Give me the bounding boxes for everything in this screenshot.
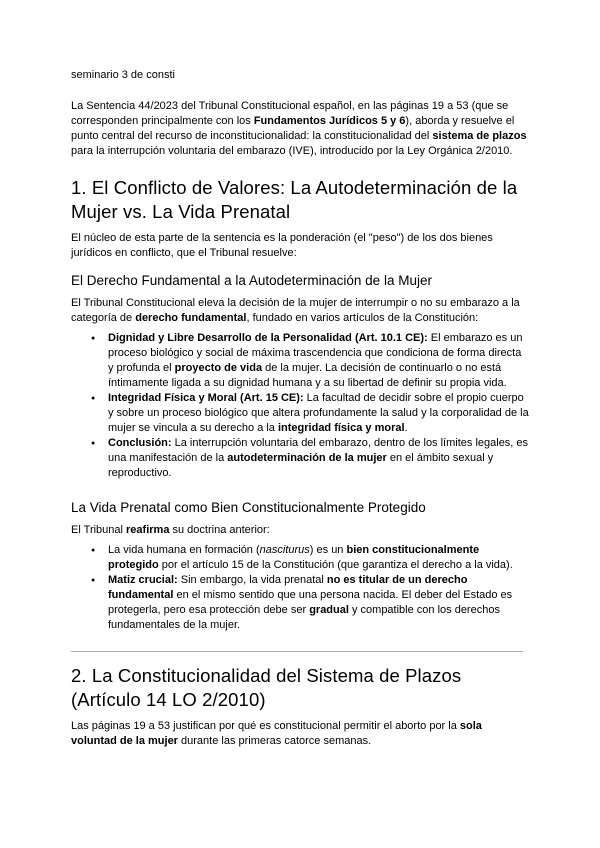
document-title: seminario 3 de consti [71,69,175,81]
item-bold: gradual [309,604,349,616]
section-2-paragraph [71,719,529,749]
sub2-bold-1: reafirma [126,524,170,536]
item-label: Conclusión: [108,437,172,449]
sub1-text-2: , fundado en varios artículos de la Constitución: [246,312,479,324]
intro-bold-1: Fundamentos Jurídicos 5 y 6 [253,115,406,127]
spacer [71,481,529,499]
list-item [108,543,529,573]
item-bold: bien constitucionalmente protegido [108,544,480,571]
item-text: en el ámbito sexual y reproductivo. [108,452,494,479]
intro-text-3: para la interrupción voluntaria del embarazo (IVE), introducido por la Ley Orgánica 2/2010. [71,145,513,157]
item-text: Sin embargo, la vida prenatal [177,574,327,586]
item-bold: no es titular de un derecho fundamental [108,574,468,601]
list-item [108,436,529,481]
item-text: La interrupción voluntaria del embarazo, dentro de los límites legales, es una manifestación de la [108,437,529,464]
subsection-2-list [71,543,529,633]
item-bold: autodeterminación de la mujer [227,452,387,464]
sub1-bold-1: derecho fundamental [135,312,247,324]
item-text: El embarazo es un proceso biológico y social de máxima trascendencia que condiciona de forma directa y profunda el [108,332,523,374]
item-text: . [404,422,408,434]
subsection-1-heading: El Derecho Fundamental a la Autodeterminación de la Mujer [71,273,432,288]
subsection-1-paragraph [71,296,529,326]
item-italic: nasciturus [259,544,310,556]
section-1-heading: 1. El Conflicto de Valores: La Autodeterminación de la Mujer vs. La Vida Prenatal [71,177,518,222]
sec2-bold-1: sola voluntad de la mujer [71,720,482,747]
sec2-text-1: Las páginas 19 a 53 justifican por qué es constitucional permitir el aborto por la [71,720,460,732]
item-text: y compatible con los derechos fundamentales de la mujer. [108,604,500,631]
sec2-text-2: durante las primeras catorce semanas. [177,735,372,747]
item-text: de la mujer. La decisión de continuarlo o no está íntimamente ligada a su dignidad humana y a su libertad de definir su propia vida. [108,362,507,389]
item-label: Integridad Física y Moral (Art. 15 CE): [108,392,304,404]
item-label: Matiz crucial: [108,574,178,586]
subsection-2-heading: La Vida Prenatal como Bien Constitucionalmente Protegido [71,500,426,515]
item-text: por el artículo 15 de la Constitución (que garantiza el derecho a la vida). [158,559,513,571]
list-item [108,331,529,391]
item-label: Dignidad y Libre Desarrollo de la Personalidad (Art. 10.1 CE): [108,332,428,344]
section-1-lead: El núcleo de esta parte de la sentencia es la ponderación (el "peso") de los dos bienes jurídicos en conflicto, que el Tribunal resuelve: [71,232,493,259]
intro-text-1: La Sentencia 44/2023 del Tribunal Constitucional español, en las páginas 19 a 53 (que se corresponden principalmente con los [71,100,509,127]
item-text: La facultad de decidir sobre el propio cuerpo y sobre un proceso biológico que altera profundamente la salud y la corporalidad de la mujer se vincula a su derecho a la [108,392,529,434]
item-bold: integridad física y moral [277,422,405,434]
intro-text-2: ), aborda y resuelve el punto central del recurso de inconstitucionalidad: la constitucionalidad del [71,115,515,142]
sub2-text-2: su doctrina anterior: [169,524,270,536]
item-text: ) es un [309,544,347,556]
subsection-1-list [71,331,529,481]
intro-paragraph [71,99,529,159]
item-bold: proyecto de vida [174,362,263,374]
sub2-text-1: El Tribunal [71,524,127,536]
intro-bold-2: sistema de plazos [432,130,527,142]
list-item [108,573,529,633]
section-2-heading: 2. La Constitucionalidad del Sistema de Plazos (Artículo 14 LO 2/2010) [71,665,462,710]
section-divider [71,651,523,652]
sub1-text-1: El Tribunal Constitucional eleva la decisión de la mujer de interrumpir o no su embarazo a la categoría de [71,297,520,324]
list-item [108,391,529,436]
spacer [71,633,529,651]
item-text: La vida humana en formación ( [108,544,260,556]
item-text: en el mismo sentido que una persona nacida. El deber del Estado es protegerla, pero esa protección debe ser [108,589,513,616]
subsection-2-paragraph [71,523,529,538]
